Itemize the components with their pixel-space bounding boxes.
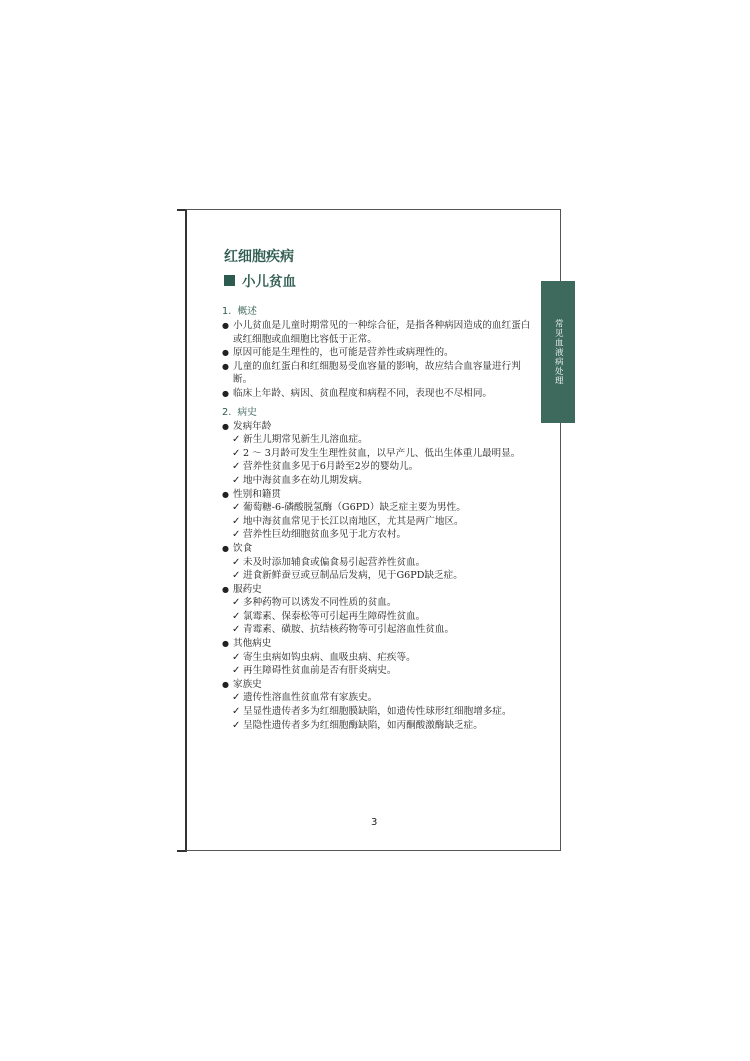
- checkmark-icon: ✓: [232, 719, 241, 731]
- list-item: ✓ 地中海贫血常见于长江以南地区，尤其是两广地区。: [232, 515, 464, 527]
- group-label: ● 家族史: [222, 678, 262, 690]
- bullet-dot-icon: ●: [222, 421, 229, 431]
- checkmark-icon: ✓: [232, 461, 241, 473]
- checkmark-icon: ✓: [232, 474, 241, 486]
- side-tab-label: 常见血液病处理: [553, 318, 564, 386]
- checkmark-icon: ✓: [232, 502, 241, 514]
- chapter-title: 红细胞疾病: [224, 249, 294, 265]
- page-number: 3: [371, 817, 378, 828]
- checkmark-icon: ✓: [232, 706, 241, 718]
- bullet-dot-icon: ●: [222, 543, 229, 553]
- list-item: ✓ 呈显性遗传者多为红细胞膜缺陷，如遗传性球形红细胞增多症。: [232, 706, 512, 718]
- list-item: ● 临床上年龄、病因、贫血程度和病程不同，表现也不尽相同。: [222, 387, 493, 399]
- checkmark-icon: ✓: [232, 570, 241, 582]
- list-item: ✓ 寄生虫病如钩虫病、血吸虫病、疟疾等。: [232, 651, 416, 663]
- bullet-dot-icon: ●: [222, 679, 229, 689]
- section-heading-overview: 1. 概述: [222, 306, 257, 317]
- list-item: ✓ 新生儿期常见新生儿溶血症。: [232, 434, 368, 446]
- list-item: ✓ 地中海贫血多在幼儿期发病。: [232, 474, 368, 486]
- bullet-dot-icon: ●: [222, 489, 229, 499]
- section-title-text: 小儿贫血: [242, 274, 296, 290]
- list-item: ✓ 2 ～ 3月龄可发生生理性贫血，以早产儿、低出生体重儿最明显。: [232, 447, 521, 459]
- group-label: ● 服药史: [222, 583, 262, 595]
- checkmark-icon: ✓: [232, 624, 241, 636]
- list-item: ✓ 葡萄糖-6-磷酸脱氢酶（G6PD）缺乏症主要为男性。: [232, 502, 466, 514]
- list-item: ✓ 青霉素、磺胺、抗结核药物等可引起溶血性贫血。: [232, 624, 455, 636]
- section-title: [224, 270, 296, 290]
- checkmark-icon: ✓: [232, 610, 241, 622]
- list-item: ✓ 再生障碍性贫血前是否有肝炎病史。: [232, 665, 397, 677]
- list-item: ✓ 呈隐性遗传者多为红细胞酶缺陷，如丙酮酸激酶缺乏症。: [232, 719, 483, 731]
- bullet-dot-icon: ●: [222, 388, 229, 398]
- checkmark-icon: ✓: [232, 651, 241, 663]
- list-item: ✓ 遗传性溶血性贫血常有家族史。: [232, 692, 378, 704]
- bullet-dot-icon: ●: [222, 348, 229, 358]
- side-tab: [541, 281, 575, 423]
- group-label: ● 饮食: [222, 542, 253, 554]
- list-item: ● 儿童的血红蛋白和红细胞易受血容量的影响，故应结合血容量进行判断。: [222, 360, 521, 386]
- list-item: ● 小儿贫血是儿童时期常见的一种综合征，是指各种病因造成的血红蛋白或红细胞或血细胞比容低于正常。: [222, 320, 531, 345]
- checkmark-icon: ✓: [232, 556, 241, 568]
- list-item: ✓ 未及时添加辅食或偏食易引起营养性贫血。: [232, 556, 426, 568]
- bullet-dot-icon: ●: [222, 584, 229, 594]
- group-label: ● 性别和籍贯: [222, 488, 281, 500]
- group-label: ● 其他病史: [222, 638, 272, 650]
- checkmark-icon: ✓: [232, 515, 241, 527]
- section-heading-history: 2. 病史: [222, 406, 257, 418]
- square-bullet-icon: [224, 275, 235, 286]
- list-item: ✓ 营养性贫血多见于6月龄至2岁的婴幼儿。: [232, 461, 419, 473]
- bullet-dot-icon: ●: [222, 361, 229, 371]
- checkmark-icon: ✓: [232, 529, 241, 541]
- checkmark-icon: ✓: [232, 692, 241, 704]
- checkmark-icon: ✓: [232, 597, 241, 609]
- list-item: ✓ 进食新鲜蚕豆或豆制品后发病，见于G6PD缺乏症。: [232, 570, 463, 582]
- list-item: ● 原因可能是生理性的，也可能是营养性或病理性的。: [222, 347, 454, 359]
- list-item: ✓ 多种药物可以诱发不同性质的贫血。: [232, 597, 397, 609]
- checkmark-icon: ✓: [232, 434, 241, 446]
- group-label: ● 发病年龄: [222, 420, 272, 432]
- bullet-dot-icon: ●: [222, 321, 229, 330]
- list-item: ✓ 营养性巨幼细胞贫血多见于北方农村。: [232, 529, 407, 541]
- list-item: ✓ 氯霉素、保泰松等可引起再生障碍性贫血。: [232, 610, 426, 622]
- checkmark-icon: ✓: [232, 447, 241, 459]
- checkmark-icon: ✓: [232, 665, 241, 677]
- page-content: [222, 305, 538, 732]
- bullet-dot-icon: ●: [222, 639, 229, 649]
